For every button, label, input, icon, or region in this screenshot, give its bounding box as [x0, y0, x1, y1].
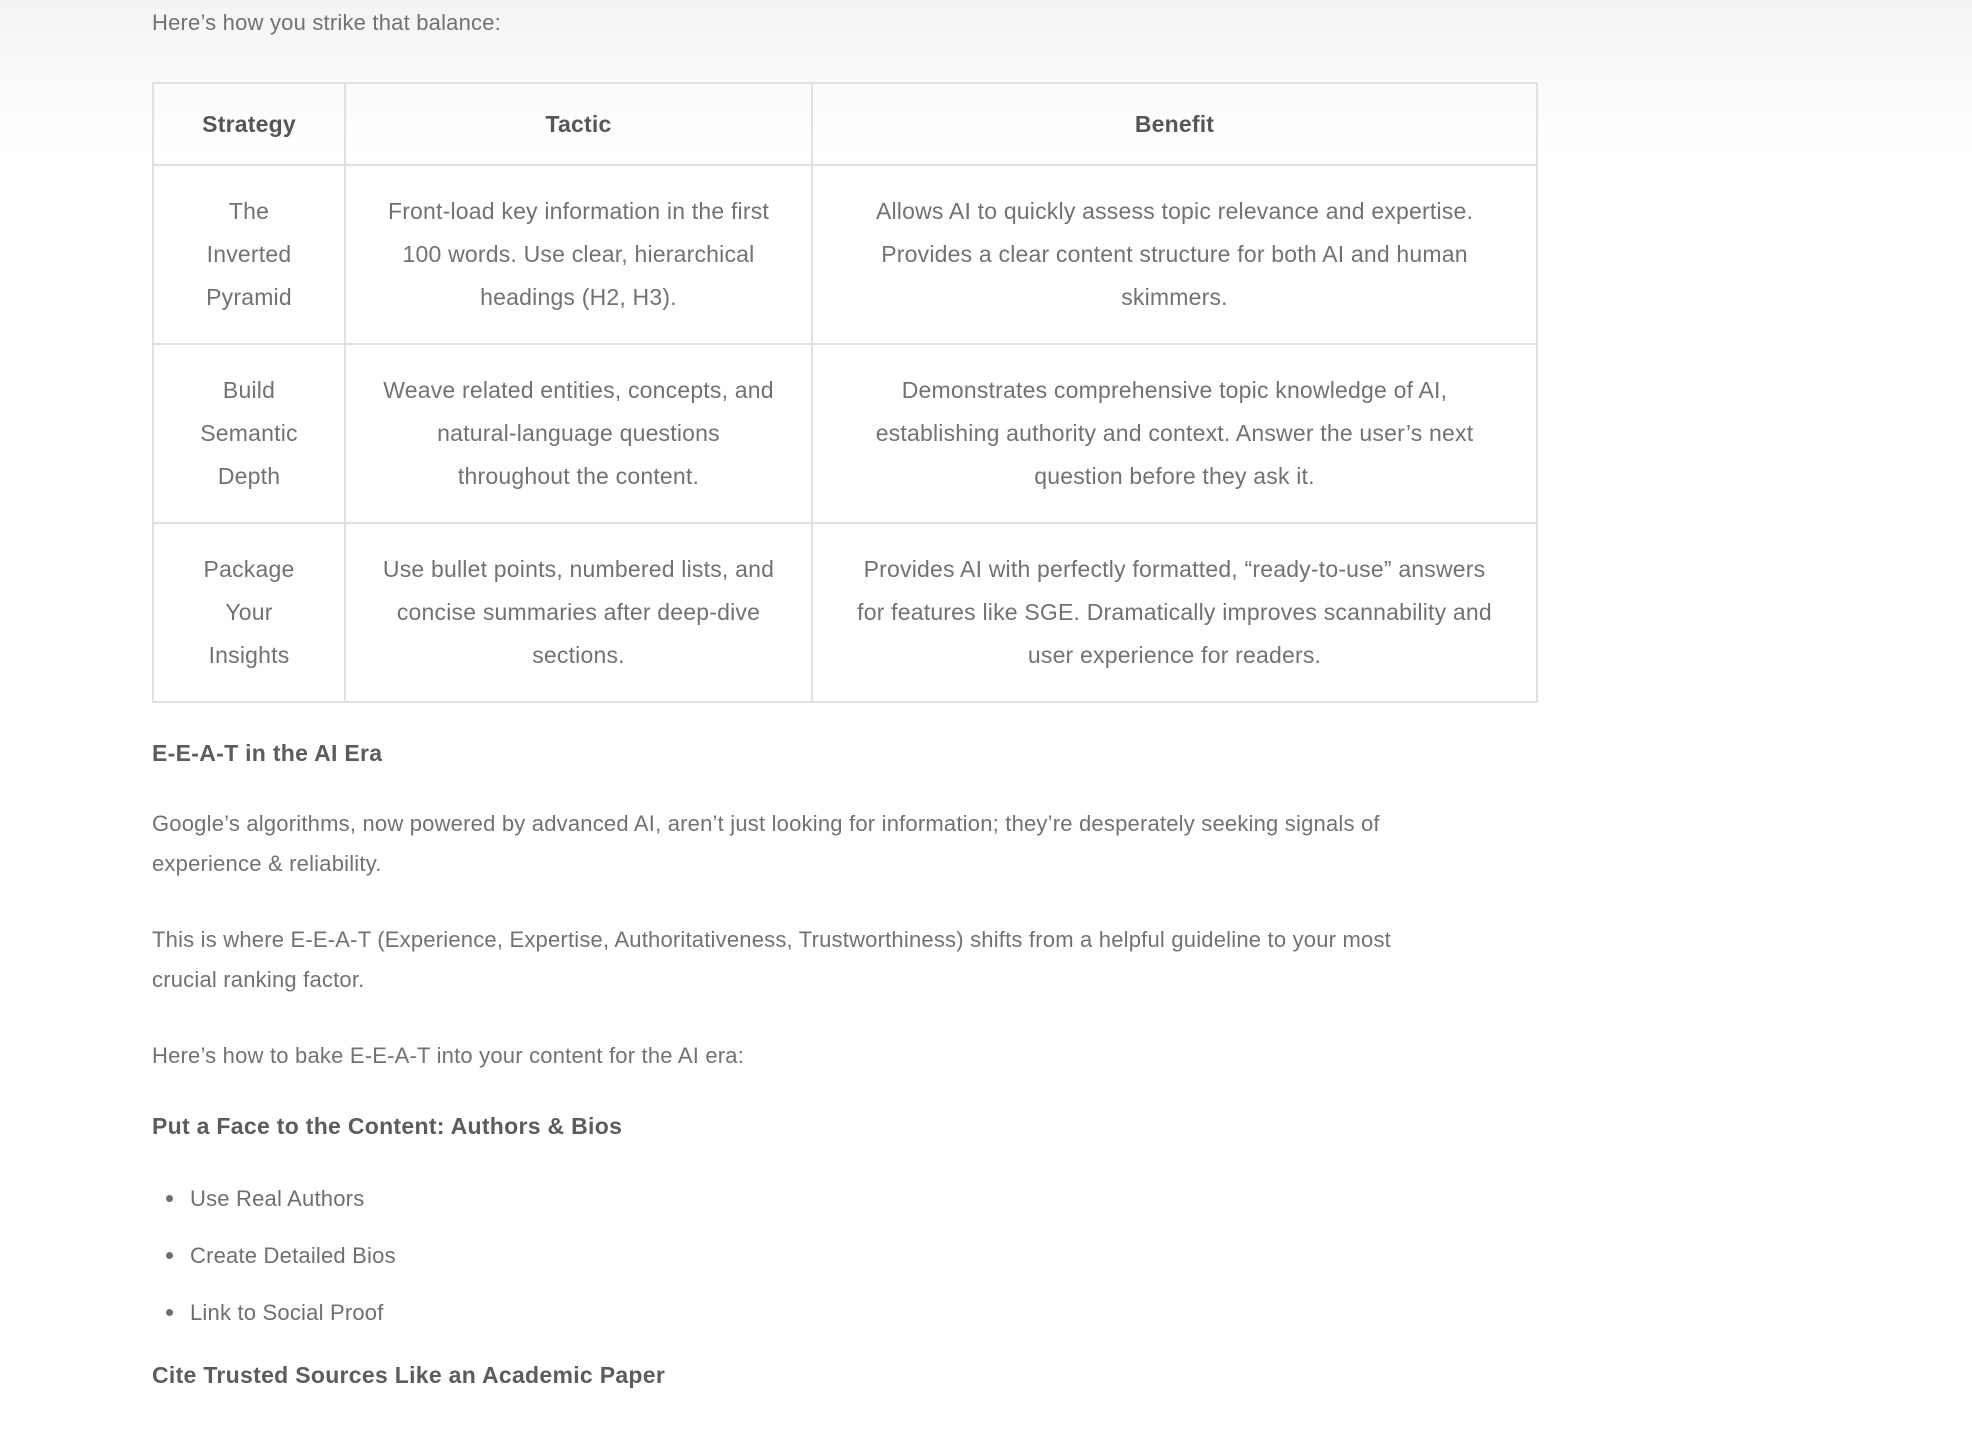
benefit-cell: Demonstrates comprehensive topic knowledge of AI, establishing authority and context. Answer the user’s next question before they ask it.	[812, 344, 1537, 523]
bullet-icon	[166, 1309, 173, 1316]
table-header-tactic: Tactic	[345, 83, 812, 165]
authors-bullet-list	[152, 1186, 1612, 1325]
strategy-cell: The Inverted Pyramid	[153, 165, 345, 344]
benefit-cell: Allows AI to quickly assess topic relevance and expertise. Provides a clear content structure for both AI and human skimmers.	[812, 165, 1537, 344]
list-item	[166, 1186, 1612, 1211]
heading-eeat-era: E-E-A-T in the AI Era	[152, 740, 383, 766]
heading-cite-sources: Cite Trusted Sources Like an Academic Paper	[152, 1362, 666, 1388]
tactic-cell: Weave related entities, concepts, and natural-language questions throughout the content.	[345, 344, 812, 523]
list-item	[166, 1300, 1612, 1325]
list-item-label: Create Detailed Bios	[190, 1243, 396, 1268]
tactic-cell: Front-load key information in the first 100 words. Use clear, hierarchical headings (H2, H3).	[345, 165, 812, 344]
strategy-cell: Package Your Insights	[153, 523, 345, 702]
table-row	[153, 165, 1537, 344]
strategy-table	[152, 82, 1538, 703]
heading-authors-bios: Put a Face to the Content: Authors & Bios	[152, 1113, 623, 1139]
strategy-cell: Build Semantic Depth	[153, 344, 345, 523]
article-content	[152, 0, 1612, 1390]
table-row	[153, 344, 1537, 523]
bullet-icon	[166, 1195, 173, 1202]
table-header-benefit: Benefit	[812, 83, 1537, 165]
list-item-label: Link to Social Proof	[190, 1300, 384, 1325]
tactic-cell: Use bullet points, numbered lists, and concise summaries after deep-dive sections.	[345, 523, 812, 702]
table-header-row	[153, 83, 1537, 165]
bullet-icon	[166, 1252, 173, 1259]
table-header-strategy: Strategy	[153, 83, 345, 165]
list-item	[166, 1243, 1612, 1268]
list-item-label: Use Real Authors	[190, 1186, 365, 1211]
paragraph-eeat-definition: This is where E-E-A-T (Experience, Expertise, Authoritativeness, Trustworthiness) shifts from a helpful guideline to your most crucial ranking factor.	[152, 927, 1391, 992]
table-row	[153, 523, 1537, 702]
paragraph-bake-eeat: Here’s how to bake E-E-A-T into your content for the AI era:	[152, 1043, 745, 1068]
paragraph-google-algorithms: Google’s algorithms, now powered by advanced AI, aren’t just looking for information; they’re desperately seeking signals of experience & reliability.	[152, 811, 1380, 876]
intro-paragraph: Here’s how you strike that balance:	[152, 10, 501, 35]
benefit-cell: Provides AI with perfectly formatted, “ready-to-use” answers for features like SGE. Dramatically improves scannability and user experience for readers.	[812, 523, 1537, 702]
